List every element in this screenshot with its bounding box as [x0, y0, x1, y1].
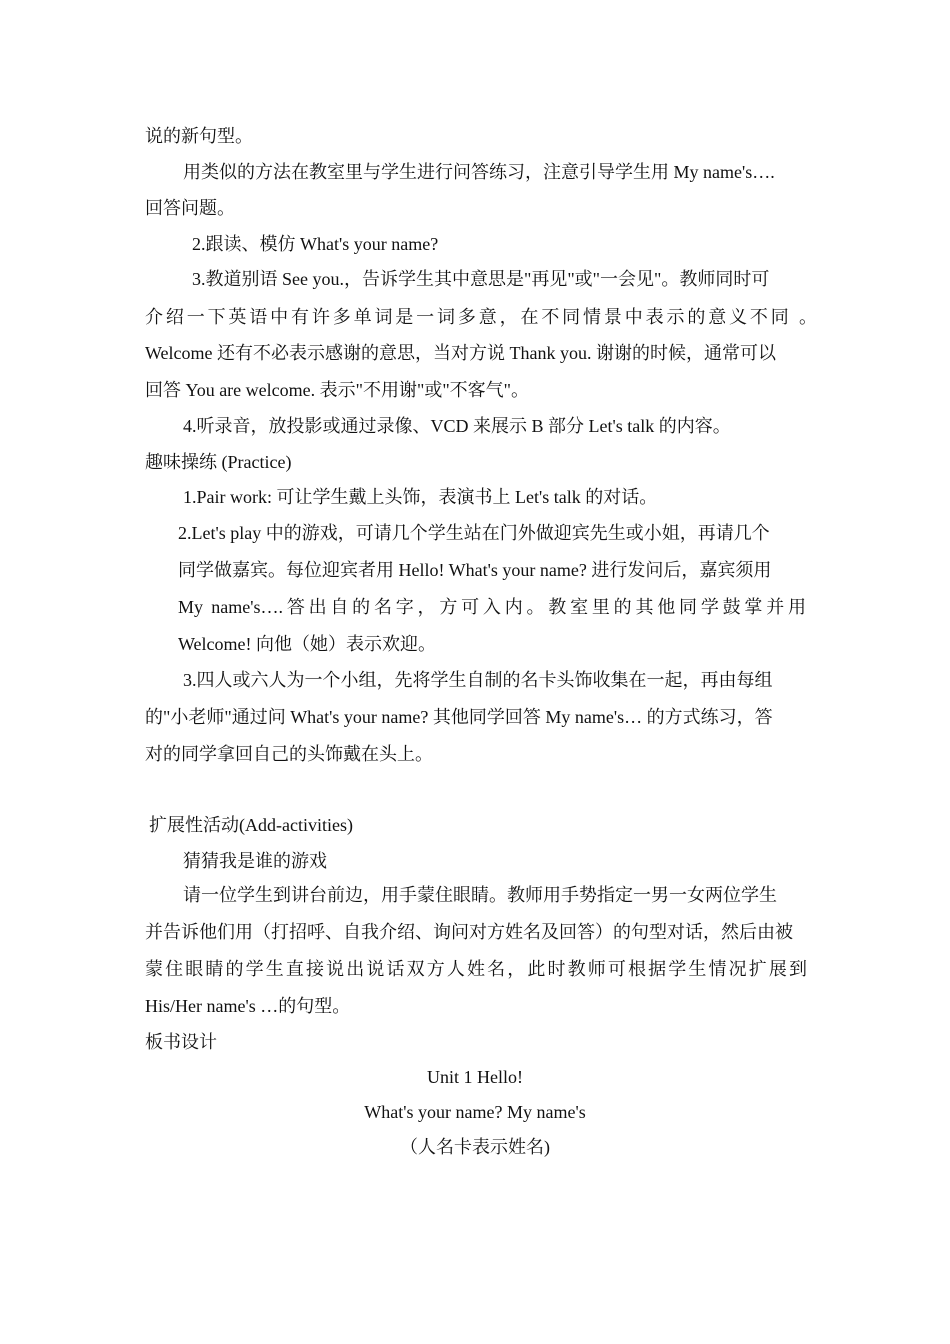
- text-line: Welcome 还有不必表示感谢的意思，当对方说 Thank you. 谢谢的时候，通常可以: [145, 343, 776, 363]
- text-line: 2.Let's play 中的游戏，可请几个学生站在门外做迎宾先生或小姐，再请几个: [178, 523, 770, 543]
- text-line: 对的同学拿回自己的头饰戴在头上。: [145, 744, 433, 764]
- text-line: 1.Pair work: 可让学生戴上头饰，表演书上 Let's talk 的对话。: [183, 487, 658, 507]
- text-line: 介绍一下英语中有许多单词是一词多意，在不同情景中表示的意义不同 。: [145, 307, 817, 327]
- board-line: （人名卡表示姓名): [400, 1137, 550, 1157]
- text-line: 回答问题。: [145, 198, 235, 218]
- text-line: 3.教道别语 See you.，告诉学生其中意思是"再见"或"一会见"。教师同时可: [192, 269, 770, 289]
- text-line: My name's….答出自的名字，方可入内。教室里的其他同学鼓掌并用: [178, 597, 806, 617]
- section-heading: 板书设计: [145, 1032, 217, 1052]
- text-line: 回答 You are welcome. 表示"不用谢"或"不客气"。: [145, 380, 530, 400]
- text-line: 并告诉他们用（打招呼、自我介绍、询问对方姓名及回答）的句型对话，然后由被: [145, 922, 793, 942]
- text-line: 请一位学生到讲台前边，用手蒙住眼睛。教师用手势指定一男一女两位学生: [183, 885, 777, 905]
- board-title: Unit 1 Hello!: [427, 1067, 523, 1087]
- text-line: 的"小老师"通过问 What's your name? 其他同学回答 My name's… 的方式练习，答: [145, 707, 773, 727]
- board-line: What's your name? My name's: [364, 1102, 586, 1122]
- text-line: 4.听录音，放投影或通过录像、VCD 来展示 B 部分 Let's talk 的内容。: [183, 416, 731, 436]
- text-line: His/Her name's …的句型。: [145, 996, 351, 1016]
- text-line: 2.跟读、模仿 What's your name?: [192, 234, 439, 254]
- text-line: 3.四人或六人为一个小组，先将学生自制的名卡头饰收集在一起，再由每组: [183, 670, 773, 690]
- text-line: 同学做嘉宾。每位迎宾者用 Hello! What's your name? 进行发问后，嘉宾须用: [178, 560, 772, 580]
- text-line: Welcome! 向他（她）表示欢迎。: [178, 634, 437, 654]
- text-line: 蒙住眼睛的学生直接说出说话双方人姓名，此时教师可根据学生情况扩展到: [145, 959, 807, 979]
- text-line: 说的新句型。: [145, 126, 253, 146]
- section-heading: 扩展性活动(Add-activities): [149, 815, 353, 835]
- section-heading: 趣味操练 (Practice): [145, 452, 292, 472]
- text-line: 猜猜我是谁的游戏: [183, 851, 327, 871]
- text-line: 用类似的方法在教室里与学生进行问答练习，注意引导学生用 My name's….: [183, 162, 775, 182]
